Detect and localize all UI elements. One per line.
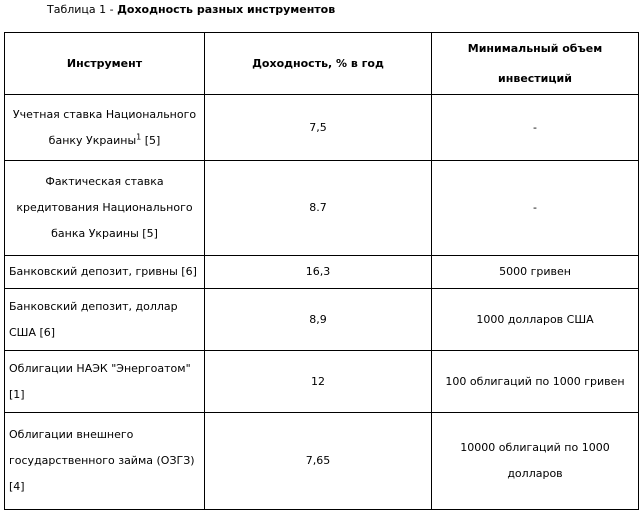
- min-investment-cell: 100 облигаций по 1000 гривен: [432, 351, 639, 413]
- min-investment-cell: -: [432, 161, 639, 256]
- table-row: [5, 413, 639, 510]
- instrument-cell: Учетная ставка Национального банку Украины$^1$ [5]: [5, 95, 205, 161]
- yield-cell: 7,5: [205, 95, 432, 161]
- min-investment-cell: 1000 долларов США: [432, 289, 639, 351]
- header-min-investment: Минимальный объем инвестиций: [432, 33, 639, 95]
- yield-cell: 12: [205, 351, 432, 413]
- footnote-mark: 1: [136, 131, 142, 141]
- header-yield: Доходность, % в год: [205, 33, 432, 95]
- table-row: [5, 256, 639, 289]
- yield-table: [4, 32, 639, 510]
- min-investment-cell: -: [432, 95, 639, 161]
- caption-prefix: Таблица 1 -: [47, 3, 118, 16]
- min-investment-cell: 10000 облигаций по 1000 долларов: [432, 413, 639, 510]
- yield-cell: 8.7: [205, 161, 432, 256]
- yield-cell: 7,65: [205, 413, 432, 510]
- table-row: [5, 161, 639, 256]
- yield-cell: 16,3: [205, 256, 432, 289]
- table-caption: [47, 2, 335, 18]
- header-instrument: Инструмент: [5, 33, 205, 95]
- caption-title: Доходность разных инструментов: [117, 3, 336, 16]
- table-row: [5, 351, 639, 413]
- table-row: [5, 289, 639, 351]
- min-investment-cell: 5000 гривен: [432, 256, 639, 289]
- yield-cell: 8,9: [205, 289, 432, 351]
- table-row: [5, 95, 639, 161]
- instrument-cell: Облигации внешнего государственного займа (ОЗГЗ) [4]: [5, 413, 205, 510]
- instrument-cell: Банковский депозит, гривны [6]: [5, 256, 205, 289]
- instrument-cell: Банковский депозит, доллар США [6]: [5, 289, 205, 351]
- instrument-cell: Облигации НАЭК "Энергоатом" [1]: [5, 351, 205, 413]
- instrument-cell: Фактическая ставка кредитования Национального банка Украины [5]: [5, 161, 205, 256]
- table-header-row: [5, 33, 639, 95]
